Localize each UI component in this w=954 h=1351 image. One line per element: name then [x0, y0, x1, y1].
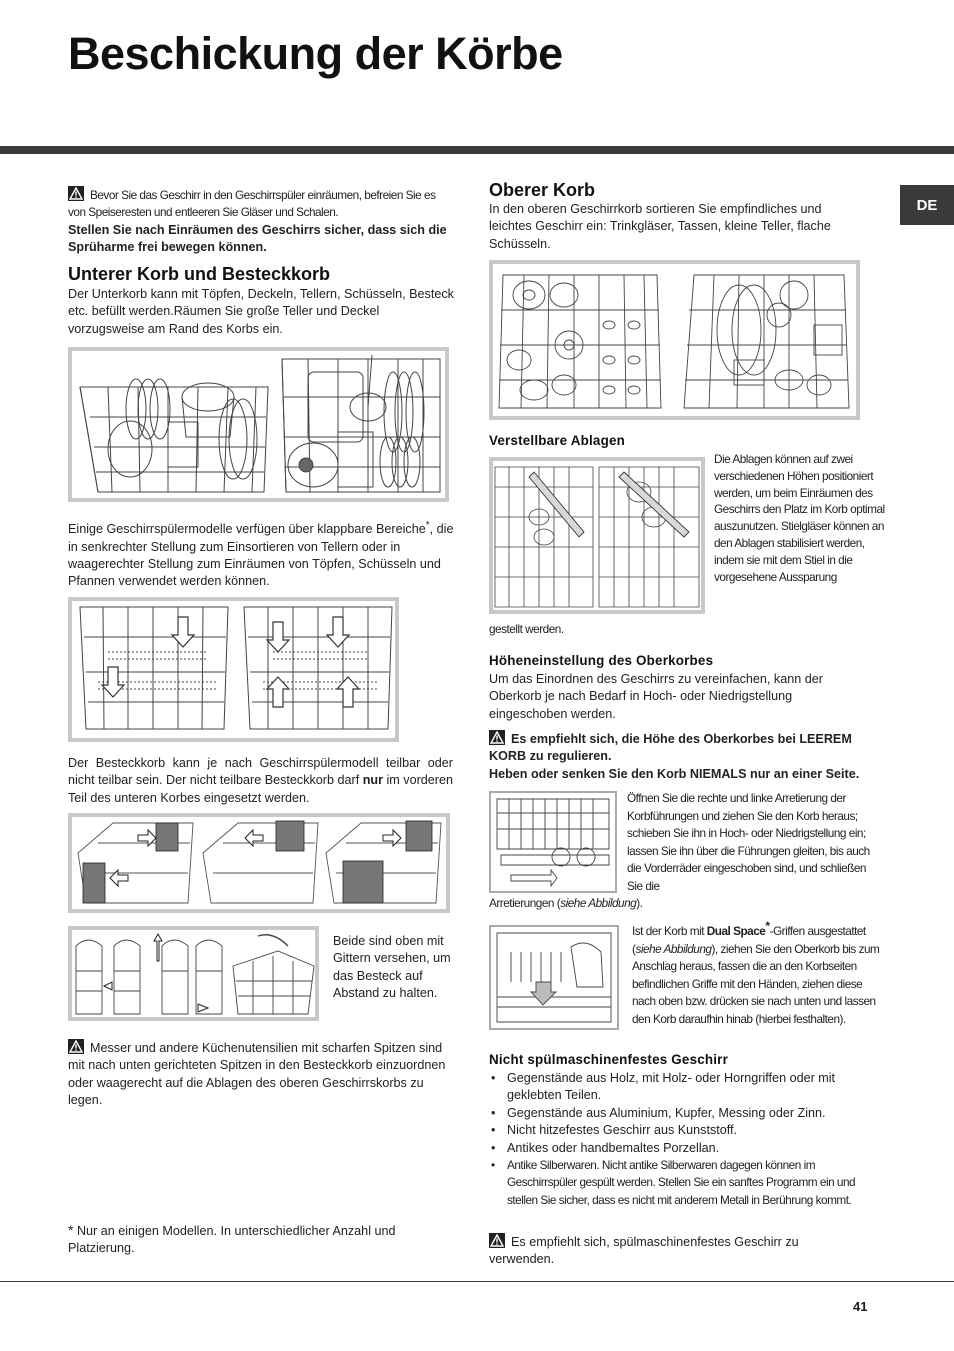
upper-basket-illustration: [489, 260, 860, 420]
folding-racks-illustration: [68, 597, 399, 742]
cutlery-basket-figure: [68, 813, 450, 913]
upper-basket-figure: [489, 260, 860, 420]
warning-icon: [68, 186, 84, 201]
lower-basket-figure: [68, 347, 449, 502]
fold-text-part2: , die in senkrechter Stellung zum Einsortieren von Tellern oder in waagerechter Stellung zum Einräumen von Töpfen, Schüsseln und Pfannen verwendet werden können.: [68, 522, 454, 589]
shelves-text: Die Ablagen können auf zwei verschiedenen Höhen positioniert werden, um beim Einräumen des Geschirrs den Platz im Korb optimal auszunutzen. Stielgläser können an den Ablagen stabilisiert werden, indem sie mit dem Stiel in die vorgesehene Aussparung: [714, 452, 885, 584]
lower-basket-heading: Unterer Korb und Besteckkorb: [68, 264, 331, 284]
dual-space-label: Dual Space: [706, 923, 766, 938]
step1-text: Öffnen Sie die rechte und linke Arretierung der Korbführungen und ziehen Sie den Korb heraus; schieben Sie ihn in Hoch- oder Niedrigstellung ein; lassen Sie ihn über die Führungen gleiten, bis auch die Vorderräder eingeschoben sind, und schließen Sie die: [627, 791, 870, 893]
list-item: • Gegenstände aus Aluminium, Kupfer, Messing oder Zinn.: [489, 1105, 874, 1122]
dual-space-figure: [489, 925, 619, 1030]
cutlery-basket-illustration: [68, 813, 450, 913]
footer-divider: [0, 1281, 954, 1282]
height-warning-block: [489, 730, 889, 783]
cutlery-grid-figure: [68, 926, 319, 1021]
shelves-text-tail: gestellt werden.: [489, 622, 564, 636]
height-warning-1: Es empfiehlt sich, die Höhe des Oberkorbes bei LEEREM KORB zu regulieren.: [489, 732, 852, 764]
intro-block: [68, 186, 454, 257]
height-text: Um das Einordnen des Geschirrs zu vereinfachen, kann der Oberkorb je nach Bedarf in Hoch- oder Niedrigstellung eingeschoben werden.: [489, 672, 823, 721]
dual-space-illustration: [491, 927, 617, 1028]
list-item: • Gegenstände aus Holz, mit Holz- oder Horngriffen oder mit geklebten Teilen.: [489, 1070, 874, 1105]
dual-space-star: *: [765, 919, 770, 933]
intro-text: Bevor Sie das Geschirr in den Geschirrspüler einräumen, befreien Sie es von Speiseresten und entleeren Sie Gläser und Schalen.: [68, 188, 436, 220]
height-heading: Höheneinstellung des Oberkorbes: [489, 653, 714, 668]
fold-text: Einige Geschirrspülermodelle verfügen über klappbare Bereiche*, die in senkrechter Stellung zum Einsortieren von Tellern oder in waagerechter Stellung zum Einräumen von Töpfen, Schüsseln und Pfannen verwendet werden können.: [68, 520, 454, 589]
not-dishwasher-list: [489, 1070, 874, 1209]
cutlery-text-part1: Der Besteckkorb kann je nach Geschirrspülermodell teilbar oder nicht teilbar sein. Der nicht teilbare Besteckkorb darf: [68, 756, 453, 788]
page-title: Beschickung der Körbe: [68, 28, 563, 79]
cutlery-text-bold: nur: [362, 773, 383, 788]
footnote-text: Nur an einigen Modellen. In unterschiedlicher Anzahl und Platzierung.: [68, 1224, 396, 1256]
step2-text-part2: -Griffen ausgestattet (: [632, 923, 866, 956]
height-warning-2: Heben oder senken Sie den Korb NIEMALS nur an einer Seite.: [489, 766, 860, 781]
knife-warning-text: Messer und andere Küchenutensilien mit scharfen Spitzen sind mit nach unten gerichteten Spitzen in den Besteckkorb einzuordnen oder waagerecht auf die Ablagen des oberen Geschirrskorbs zu legen.: [68, 1041, 446, 1108]
step1-tail-text: Arretierungen (: [489, 896, 561, 910]
upper-basket-heading: Oberer Korb: [489, 180, 596, 200]
lower-basket-illustration: [68, 347, 449, 502]
step2-italic: siehe Abbildung: [635, 941, 712, 956]
list-item: • Nicht hitzefestes Geschirr aus Kunststoff.: [489, 1122, 874, 1139]
page-number: 41: [853, 1299, 868, 1314]
not-dishwasher-heading: Nicht spülmaschinenfestes Geschirr: [489, 1052, 728, 1067]
shelves-figure: [489, 457, 705, 614]
lower-basket-text: Der Unterkorb kann mit Töpfen, Deckeln, Tellern, Schüsseln, Besteck etc. befüllt werden.Räumen Sie große Teller und Deckel vorzugsweise am Rand des Korbs ein.: [68, 287, 454, 336]
shelves-illustration: [489, 457, 705, 614]
basket-rail-figure: [489, 791, 617, 893]
knife-warning-block: [68, 1039, 458, 1110]
warning-icon: [489, 1233, 505, 1248]
final-warning-block: [489, 1233, 859, 1269]
folding-racks-figure: [68, 597, 399, 742]
cutlery-grid-illustration: [68, 926, 319, 1021]
step1-tail: [489, 895, 642, 912]
footnote-star: *: [68, 1222, 74, 1238]
step2-text-part3: ), ziehen Sie den Oberkorb bis zum Anschlag heraus, fassen die an den Korbseiten befindlichen Griffe mit den Händen, ziehen diese nach oben bzw. drücken sie nach unten und lassen den Korb daraufhin hinab (hierbei festhalten).: [632, 941, 880, 1026]
upper-basket-text: In den oberen Geschirrkorb sortieren Sie empfindliches und leichtes Geschirr ein: Trinkgläser, Tassen, kleine Teller, flache Schüsseln.: [489, 202, 831, 251]
shelves-heading: Verstellbare Ablagen: [489, 433, 625, 448]
language-tab: DE: [900, 185, 954, 225]
list-item: • Antikes oder handbemaltes Porzellan.: [489, 1140, 874, 1157]
cutlery-text-part2: im vorderen Teil des unteren Korbes eingesetzt werden.: [68, 773, 453, 805]
footnote: [68, 1222, 448, 1258]
fold-text-part1: Einige Geschirrspülermodelle verfügen über klappbare Bereiche: [68, 522, 426, 537]
step2-text-part1: Ist der Korb mit: [632, 923, 707, 938]
cutlery-text: [68, 755, 453, 807]
final-warning-text: Es empfiehlt sich, spülmaschinenfestes Geschirr zu verwenden.: [489, 1235, 799, 1267]
list-item: • Antike Silberwaren. Nicht antike Silberwaren dagegen können im Geschirrspüler gespült werden. Stellen Sie ein sanftes Programm ein und stellen Sie sicher, dass es nicht mit anderem Metall in Berührung kommt.: [489, 1157, 874, 1209]
header-divider: [0, 146, 954, 154]
grid-text: Beide sind oben mit Gittern versehen, um das Besteck auf Abstand zu halten.: [333, 934, 451, 1001]
warning-icon: [68, 1039, 84, 1054]
intro-bold-text: Stellen Sie nach Einräumen des Geschirrs sicher, dass sich die Sprüharme frei bewegen können.: [68, 222, 447, 255]
step1-tail-italic: siehe Abbildung: [560, 896, 637, 910]
step2-text: [632, 918, 880, 1028]
step1-tail-end: ).: [636, 896, 643, 910]
warning-icon: [489, 730, 505, 745]
basket-rail-illustration: [491, 793, 615, 891]
